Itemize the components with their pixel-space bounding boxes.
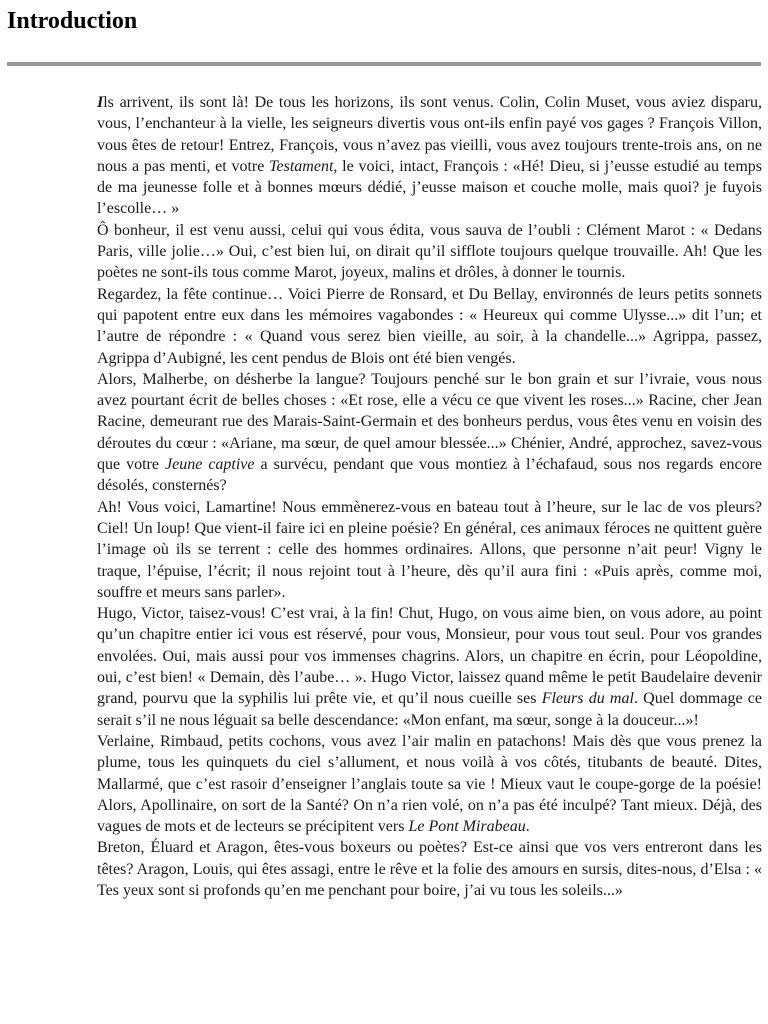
dropcap: I <box>97 94 104 111</box>
paragraph-text: ls arrivent, ils sont là! De tous les horizons, ils sont venus. Colin, Colin Muset, vous aviez disparu, vous, l’enchanteur à la vielle, les seigneurs divertis vous ont-ils enfin payé vos gages ? François Villon, vous êtes de retour! Entrez, François, vous n’avez pas vieilli, vous avez toujours trente-trois ans, on ne nous a pas menti, et votre <box>97 94 762 175</box>
paragraph <box>97 837 762 901</box>
paragraph <box>97 731 762 837</box>
body-text <box>97 92 762 901</box>
work-title: Jeune captive <box>165 456 255 474</box>
paragraph <box>97 92 762 220</box>
paragraph-text: Ah! Vous voici, Lamartine! Nous emmènerez-vous en bateau tout à l’heure, sur le lac de vos pleurs? Ciel! Un loup! Que vient-il faire ici en pleine poésie? En général, ces animaux féroces ne quittent guère l’image où ils se terrent : celle des hommes ordinaires. Allons, que personne n’ait peur! Vigny le traque, l’épuise, l’écrit; il nous rejoint tout à l’heure, dès qu’il aura fini : «Puis après, comme moi, souffre et meurs sans parler». <box>97 498 762 601</box>
paragraph <box>97 603 762 731</box>
work-title: Testament <box>269 157 334 175</box>
paragraph-text: Regardez, la fête continue… Voici Pierre de Ronsard, et Du Bellay, environnés de leurs petits sonnets qui papotent entre eux dans les mémoires vagabondes : « Heureux qui comme Ulysse...» dit l’un; et l’autre de répondre : « Quand vous serez bien vieille, au soir, à la chandelle...» Agrippa, passez, Agrippa d’Aubigné, les cent pendus de Blois ont été bien vengés. <box>97 285 762 367</box>
paragraph-text: . Quel dommage ce serait s’il ne nous léguait sa belle descendance: «Mon enfant, ma sœur, songe à la douceur...»! <box>97 690 763 729</box>
paragraph-text: Ô bonheur, il est venu aussi, celui qui vous édita, vous sauva de l’oubli : Clément Marot : « Dedans Paris, ville jolie…» Oui, c’est bien lui, on dirait qu’il sifflote toujours quelque trouvaille. Ah! Que les poètes ne sont-ils tous comme Marot, joyeux, malins et drôles, à donner le tournis. <box>97 221 762 282</box>
paragraph <box>97 284 762 369</box>
page-title: Introduction <box>7 8 138 34</box>
paragraph-text: Verlaine, Rimbaud, petits cochons, vous avez l’air malin en patachons! Mais dès que vous prenez la plume, tous les quinquets du ciel s’allument, et nous voilà à vos côtés, titubants de beauté. Dites, Mallarmé, que c’est rasoir d’enseigner l’anglais toute sa vie ! Mieux vaut le coupe-gorge de la poésie! Alors, Apollinaire, on sort de la Santé? On n’a rien volé, on n’a pas été inculpé? Tant mieux. Déjà, des vagues de mots et de lecteurs se précipitent vers <box>97 732 762 836</box>
paragraph-text: a survécu, pendant que vous montiez à l’échafaud, sous nos regards encore désolés, consternés? <box>97 456 762 495</box>
paragraph <box>97 220 762 284</box>
paragraph-text: . <box>525 818 530 836</box>
paragraph-text: Breton, Éluard et Aragon, êtes-vous boxeurs ou poètes? Est-ce ainsi que vos vers entreront dans les têtes? Aragon, Louis, qui êtes assagi, entre le rêve et la folie des amours en sursis, dites-nous, d’Elsa : « Tes yeux sont si profonds qu’en me penchant pour boire, j’ai vu tous les soleils...» <box>97 839 762 899</box>
paragraph-text: Hugo, Victor, taisez-vous! C’est vrai, à la fin! Chut, Hugo, on vous aime bien, on vous adore, au point qu’un chapitre entier ici vous est réservé, pour vous, Monsieur, pour vous tout seul. Pour vos grandes envolées. Oui, mais aussi pour vos immenses chagrins. Alors, un chapitre en écrin, pour Léopoldine, oui, c’est bien! « Demain, dès l’aube… ». Hugo Victor, laissez quand même le petit Baudelaire devenir grand, pourvu que la syphilis lui prête vie, et qu’il nous cueille ses <box>97 605 762 708</box>
paragraph-text: Alors, Malherbe, on désherbe la langue? Toujours penché sur le bon grain et sur l’ivraie, vous nous avez pourtant écrit de belles choses : «Et rose, elle a vécu ce que vivent les roses...» Racine, cher Jean Racine, demeurant rue des Marais-Saint-Germain et des bonheurs perdus, vous êtes venu en voisin des déroutes du cœur : «Ariane, ma sœur, de quel amour blessée...» Chénier, André, approchez, savez-vous que votre <box>97 370 762 474</box>
work-title: Le Pont Mirabeau <box>408 818 526 836</box>
work-title: Fleurs du mal <box>541 690 634 708</box>
title-divider <box>7 62 761 66</box>
paragraph <box>97 369 762 497</box>
paragraph-text: , le voici, intact, François : «Hé! Dieu, si j’eusse estudié au temps de ma jeunesse folle et à bonnes mœurs dédié, j’eusse maison et couche molle, mais quoi? je fuyois l’escolle… » <box>97 157 763 218</box>
paragraph <box>97 497 762 603</box>
